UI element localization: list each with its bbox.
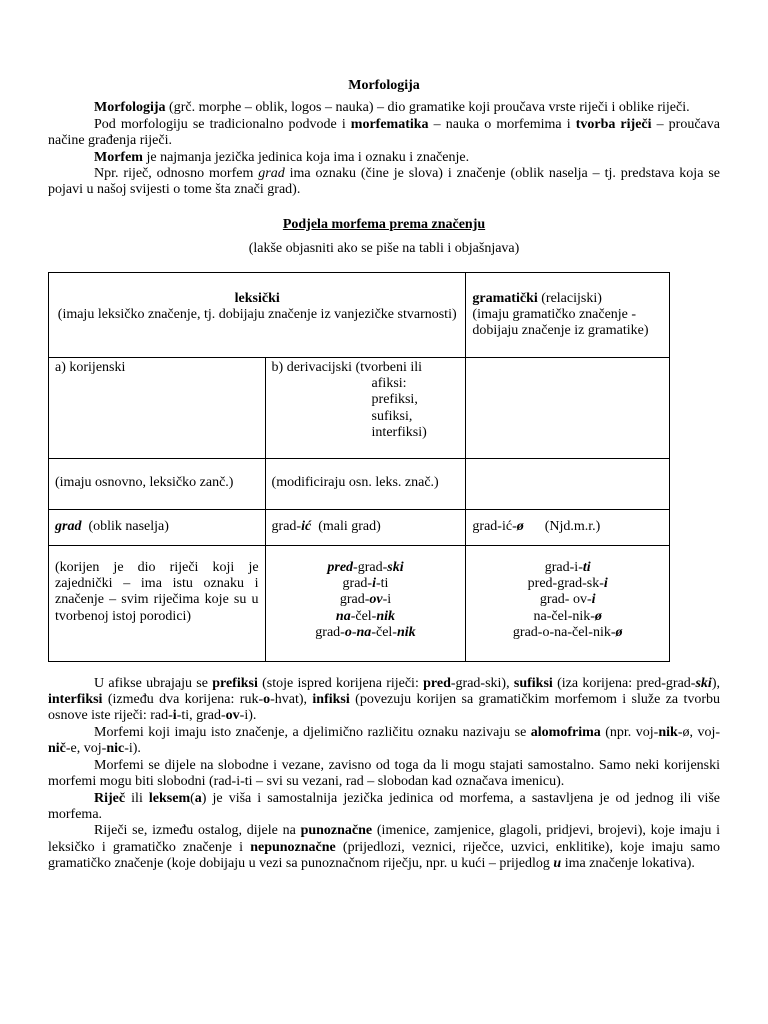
cell-derived-words [265,545,466,661]
term-morfematika: morfematika [350,116,429,132]
paragraph-morfologija: Morfologija (grč. morphe – oblik, logos – nauka) – dio gramatike koji proučava vrste riječi i oblike riječi. [94,100,690,116]
table-row [49,509,670,545]
list-item: grad-o-na-čel-nik [315,625,416,641]
paragraph-rijec-leksem: Riječ ili leksem(a) je viša i samostalnija jezička jedinica od morfema, a sastavljena je od jednog ili više morfema. [48,790,721,822]
derivation-list: afiksi: prefiksi, sufiksi, interfiksi) [371,376,427,441]
list-item: na-čel-nik [335,608,396,624]
cell-derivacijski: b) derivacijski (tvorbeni ili afiksi: prefiksi, sufiksi, interfiksi) [265,357,466,458]
term-tvorba-rijeci: tvorba riječi [575,116,652,132]
term-morfem: Morfem [94,149,143,165]
term-morfologija: Morfologija [94,100,166,116]
lower-section [48,676,720,873]
morpheme-table [48,272,670,662]
header-leksicki: leksički (imaju leksičko značenje, tj. dobijaju značenje iz vanjezičke stvarnosti) [49,272,466,357]
list-item: grad-i-ti [544,559,591,575]
cell-korijen-definition: (korijen je dio riječi koji je zajednički – ima istu oznaku i značenje – svim riječima koje su u tvorbenoj istoj porodici) [49,545,266,661]
paragraph-punoznacne: Riječi se, između ostalog, dijele na punoznačne (imenice, zamjenice, glagoli, pridjevi, brojevi), koje imaju i leksičko i gramatičko značenje i nepunoznačne (prijedlozi, veznici, riječce, uzvici, enklitike), koje imaju samo gramatičko značenje (koje dobijaju u vezi sa punoznačnom riječju, npr. u kući – prijedlog u ima značenje lokativa). [48,823,720,872]
document-title: Morfologija [348,78,420,93]
list-item: grad-i-ti [342,576,389,592]
table-row [49,357,670,458]
header-gramaticki: gramatički (relacijski) (imaju gramatičko značenje - dobijaju značenje iz gramatike) [466,272,670,357]
cell-empty [466,357,670,458]
cell-gradic-example: grad-ić (mali grad) [265,509,466,545]
cell-empty [466,458,670,509]
table-row [49,272,670,357]
cell-gradic-zero-example: grad-ić-ø (Njd.m.r.) [466,509,670,545]
table-row [49,545,670,661]
paragraph-podvode: Pod morfologiju se tradicionalno podvode i morfematika – nauka o morfemima i tvorba riječi – proučava načine građenja riječi. [48,116,720,149]
cell-modificiraju: (modificiraju osn. leks. znač.) [265,458,466,509]
table-row [49,458,670,509]
section-heading: Podjela morfema prema značenju [282,216,486,232]
cell-grad-example: grad (oblik naselja) [49,509,266,545]
paragraph-alomorfi: Morfemi koji imaju isto značenje, a djelimično različitu oznaku nazivaju se alomofrima (npr. voj-nik-ø, voj-nič-e, voj-nic-i). [48,724,721,757]
cell-osnovno: (imaju osnovno, leksičko zanč.) [49,458,266,509]
cell-korijenski: a) korijenski [49,357,266,458]
paragraph-example-grad: Npr. riječ, odnosno morfem grad ima oznaku (čine je slova) i značenje (oblik naselja – tj. predstava koja se pojavi u našoj svijesti o tome šta znači grad). [48,166,720,198]
list-item: pred-grad-ski [327,559,404,575]
section-note: (lakše objasniti ako se piše na tabli i objašnjava) [248,241,520,257]
document-body [48,78,720,873]
list-item: na-čel-nik-ø [533,608,602,624]
list-item: pred-grad-sk-i [527,576,608,592]
term-grad: grad [258,166,285,182]
cell-grammatical-words [466,545,670,661]
list-item: grad-o-na-čel-nik-ø [512,625,623,641]
paragraph-morfem: Morfem je najmanja jezička jedinica koja ima i oznaku i značenje. [94,149,470,165]
list-item: grad- ov-i [539,592,596,608]
paragraph-slobodni-vezani: Morfemi se dijele na slobodne i vezane, zavisno od toga da li mogu stajati samostalno. Samo neki korijenski morfemi mogu biti slobodni (rad-i-ti – svi su vezani, rad – slobodan kad označava imenicu). [48,757,720,790]
list-item: grad-ov-i [339,592,392,608]
paragraph-afiksi: U afikse ubrajaju se prefiksi (stoje ispred korijena riječi: pred-grad-ski), sufiksi (iza korijena: pred-grad-ski), interfiksi (između dva korijena: ruk-o-hvat), infiksi (povezuju korijen sa gramatičkim morfemom i služe za tvorbu osnove iste riječi: rad-i-ti, grad-ov-i). [48,675,721,724]
